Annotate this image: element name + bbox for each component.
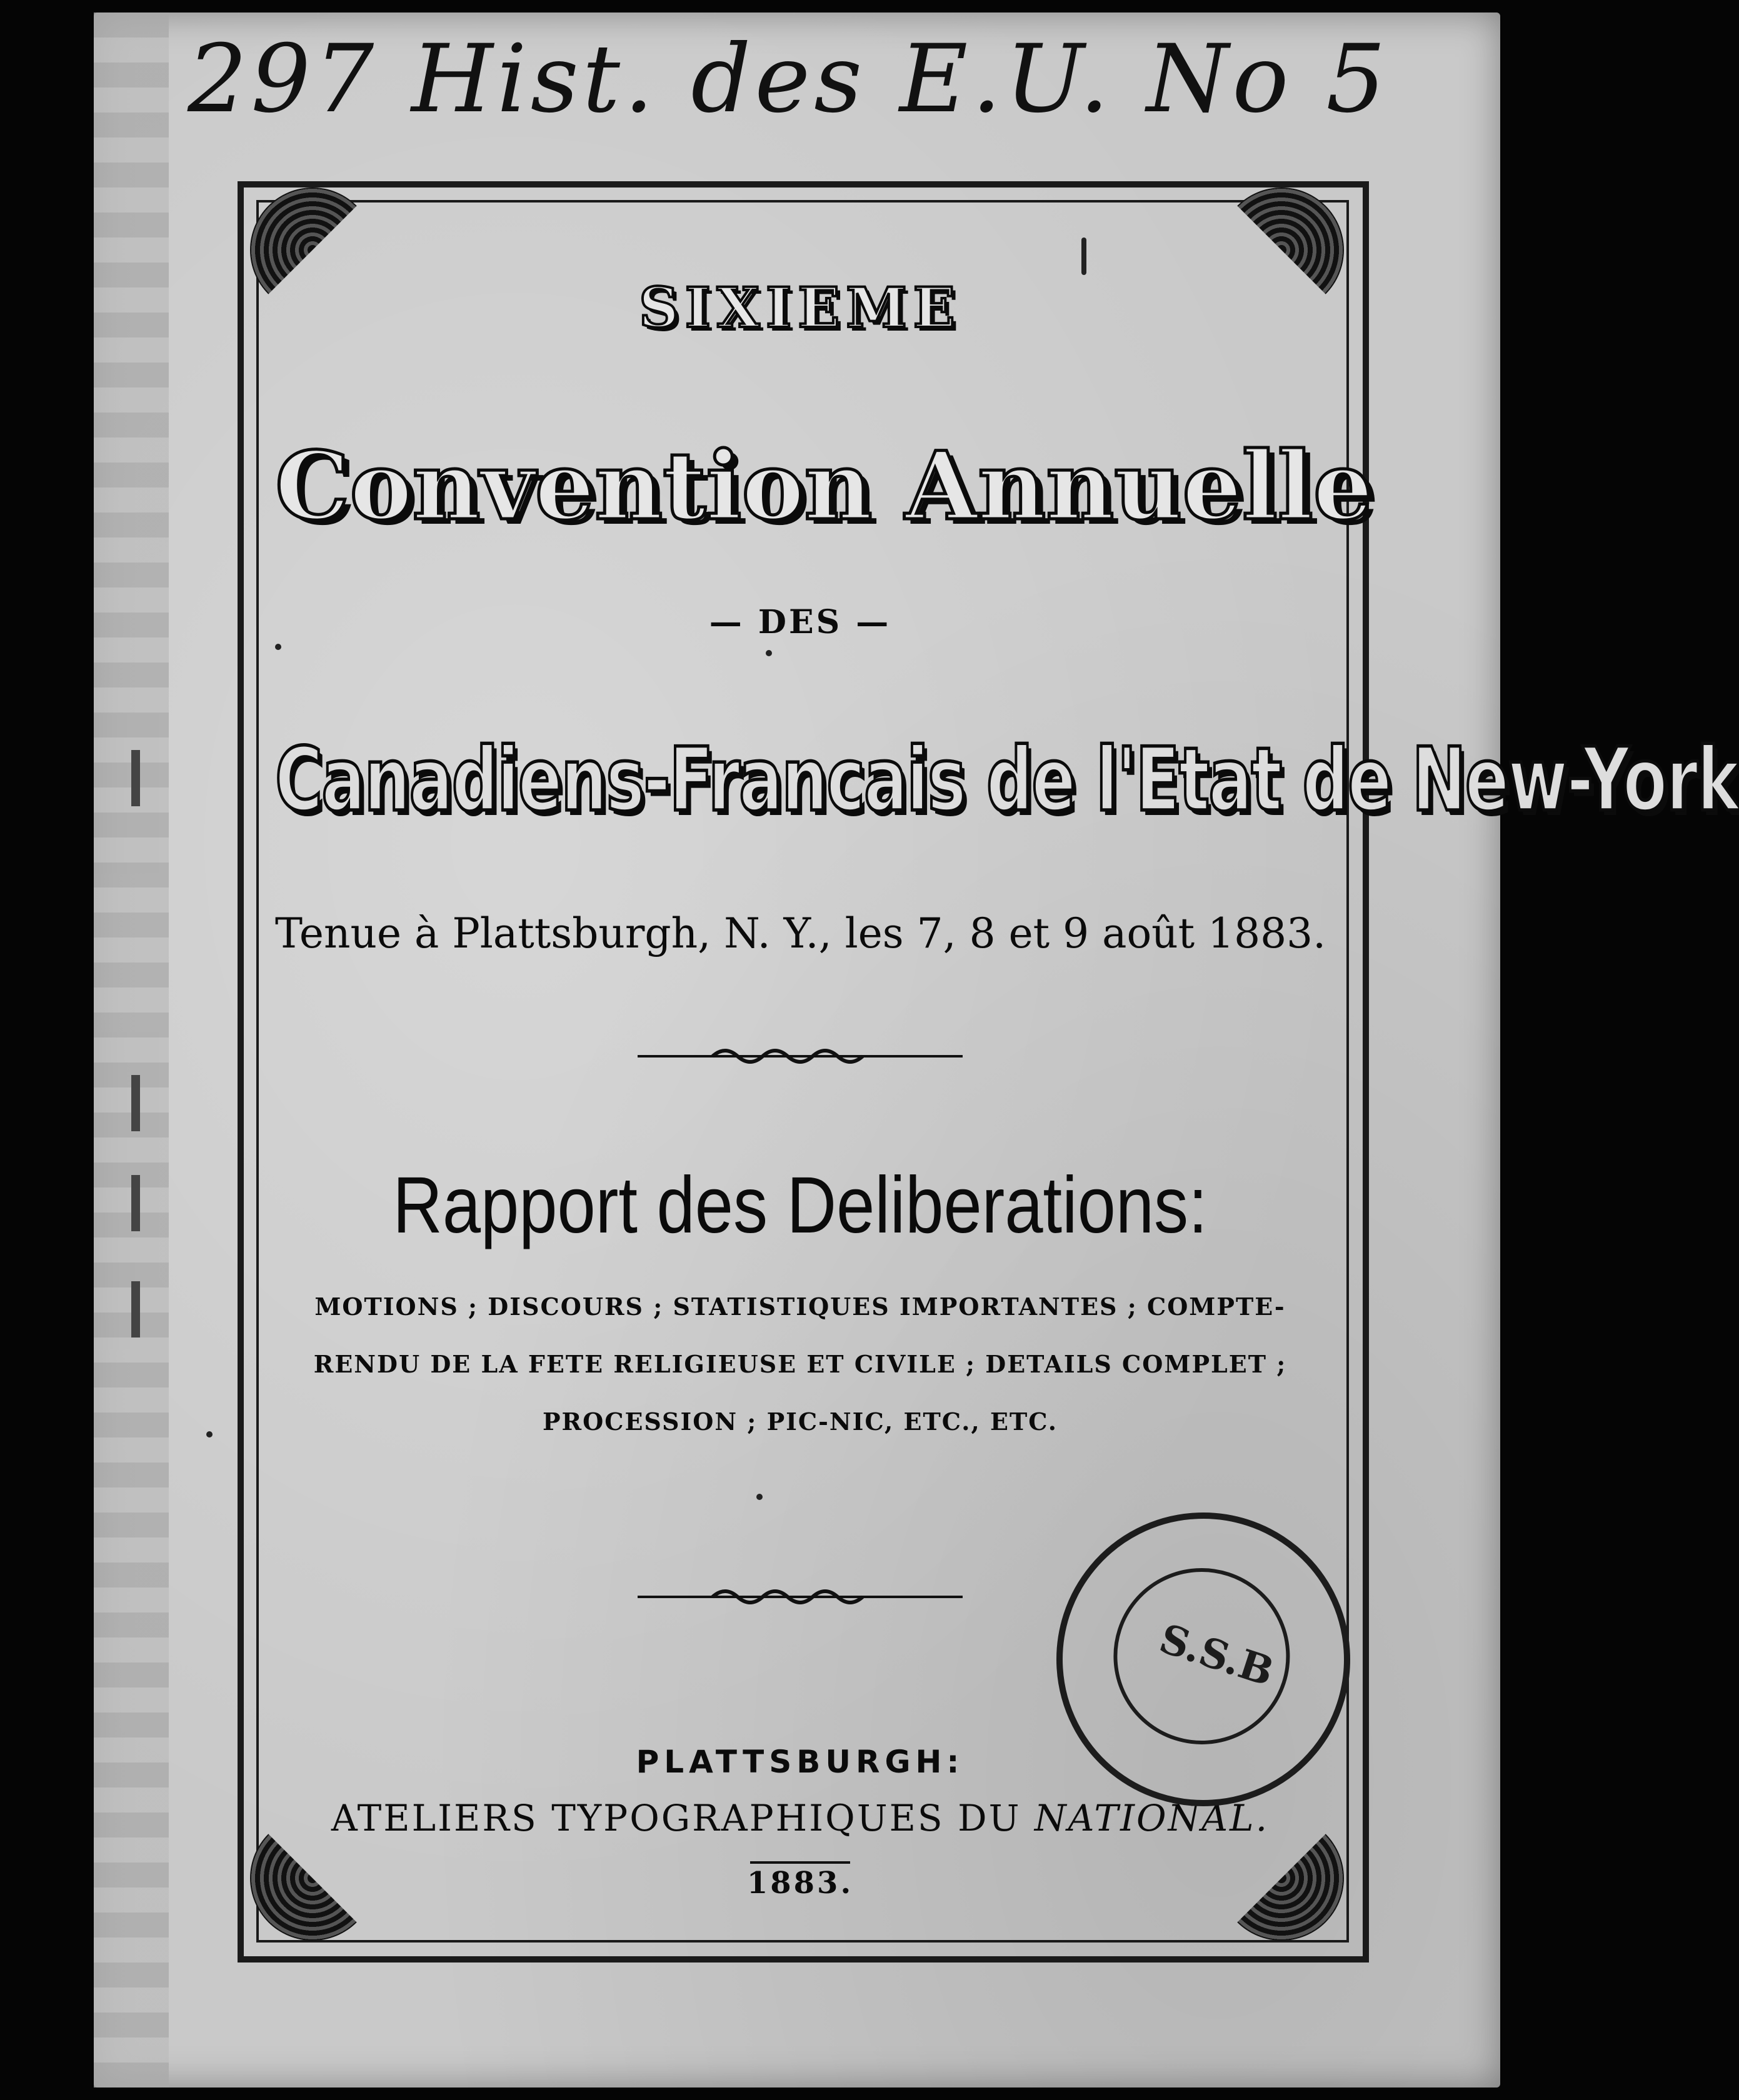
handwritten-catalog-note: 297 Hist. des E.U. No 5 [188,25,1390,134]
topics-text: MOTIONS ; DISCOURS ; STATISTIQUES IMPORTANTES ; COMPTE-RENDU DE LA FETE RELIGIEUSE ET CIVILE ; DETAILS COMPLET ; PROCESSION ; PIC-NIC, ETC., ETC. [313,1292,1287,1436]
title-ordinal: SIXIEME [639,275,961,340]
title-connector: — DES — [709,603,891,641]
imprint-year: 1883. [746,1866,854,1901]
ornament-divider-lower [638,1584,963,1609]
year-rule [750,1861,850,1864]
title-convention: Convention Annuelle [275,431,1373,541]
printer-name: NATIONAL. [1034,1797,1270,1839]
meeting-place-date: Tenue à Plattsburgh, N. Y., les 7, 8 et 9 août 1883. [275,909,1326,958]
imprint-city: PLATTSBURGH: [636,1744,965,1780]
report-heading: Rapport des Deliberations: [393,1161,1208,1250]
printer-prefix: ATELIERS TYPOGRAPHIQUES DU [331,1797,1021,1839]
binding-spine [94,12,169,2088]
report-topics [300,1278,1300,1451]
ornament-divider [638,1044,963,1069]
stamp-monogram: S.S.B [1153,1615,1280,1696]
imprint-printer [275,1797,1325,1839]
title-organization: Canadiens-Francais de l'Etat de New-York [275,728,1739,831]
